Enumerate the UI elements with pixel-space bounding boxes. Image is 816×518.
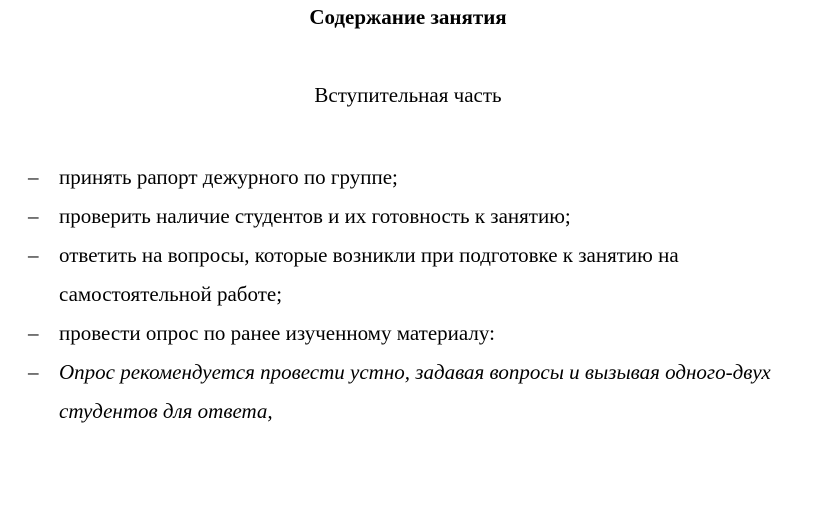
list-item [0,314,816,353]
dash-marker: – [28,204,39,228]
dash-marker: – [28,165,39,189]
list-item-text: Опрос рекомендуется провести устно, задавая вопросы и вызывая одного-двух студентов для ответа, [59,360,771,423]
list-item [0,236,816,314]
task-list [0,158,816,431]
document-title: Содержание занятия [309,5,507,29]
dash-marker: – [28,360,39,384]
list-item-text: ответить на вопросы, которые возникли при подготовке к занятию на самостоятельной работе; [59,243,679,306]
section-subtitle: Вступительная часть [314,83,502,107]
list-item-note [0,353,816,431]
dash-marker: – [28,243,39,267]
list-item [0,158,816,197]
list-item-text: принять рапорт дежурного по группе; [59,165,398,189]
list-item-text: провести опрос по ранее изученному материалу: [59,321,495,345]
list-item-text: проверить наличие студентов и их готовность к занятию; [59,204,571,228]
list-item [0,197,816,236]
dash-marker: – [28,321,39,345]
